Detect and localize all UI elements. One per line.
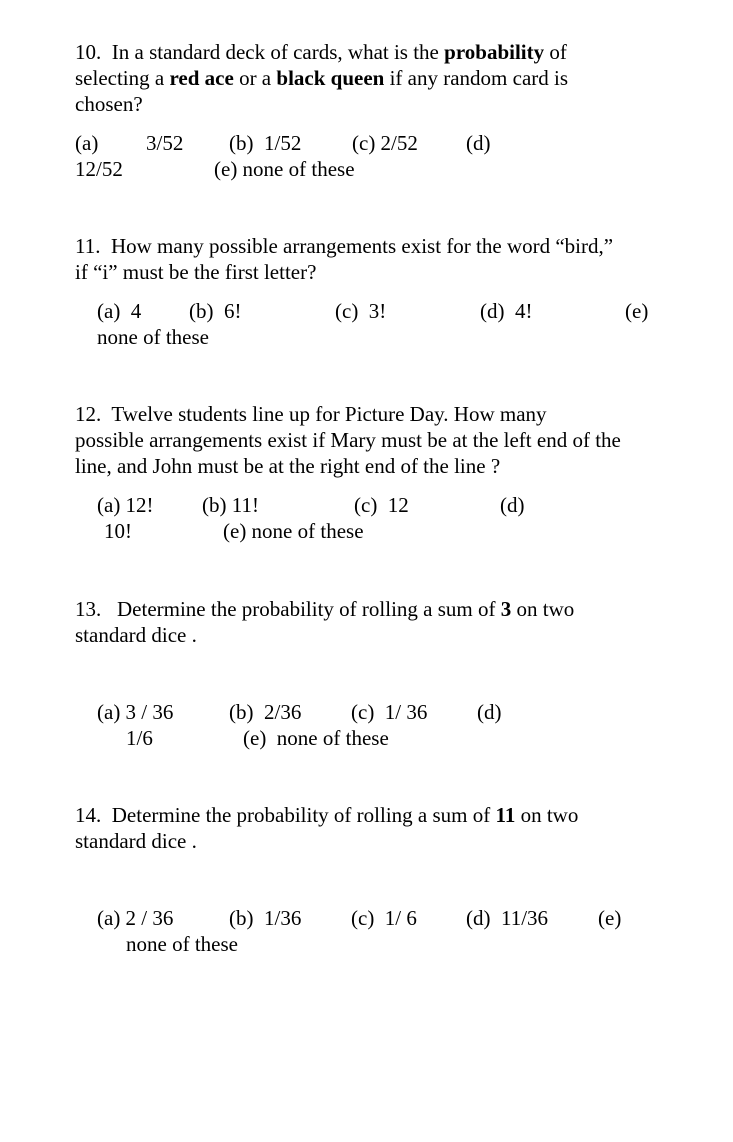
question-12-stem-line-3: line, and John must be at the right end of the line ?: [75, 454, 501, 478]
choice-e-label: (e): [625, 299, 649, 323]
choice-d-value: 1/6: [126, 726, 153, 750]
choice-d: (d) 11/36: [466, 906, 549, 930]
choice-a: (a) 4: [97, 299, 142, 323]
choice-d: (d) 4!: [480, 299, 533, 323]
question-12-stem-line-2: possible arrangements exist if Mary must be at the left end of the: [75, 428, 621, 452]
choice-a: (a) 2 / 36: [97, 906, 174, 930]
question-13-stem-line-1: 13. Determine the probability of rolling a sum of 3 on two: [75, 597, 575, 621]
question-14-stem-line-1: 14. Determine the probability of rolling a sum of 11 on two: [75, 803, 579, 827]
choice-b: (b) 1/36: [229, 906, 302, 930]
choice-d-value: 10!: [104, 519, 132, 543]
choice-d-value: 12/52: [75, 157, 123, 181]
choice-e-label: (e): [598, 906, 622, 930]
choice-c: (c) 12: [354, 493, 409, 517]
choice-e: (e) none of these: [214, 157, 355, 181]
choice-b: (b) 6!: [189, 299, 242, 323]
choice-e-value: none of these: [126, 932, 238, 956]
choice-e: (e) none of these: [223, 519, 364, 543]
choice-d-label: (d): [466, 131, 491, 155]
choice-c: (c) 3!: [335, 299, 387, 323]
choice-d-label: (d): [500, 493, 525, 517]
choice-e: (e) none of these: [243, 726, 389, 750]
choice-e-value: none of these: [97, 325, 209, 349]
choice-b: (b) 2/36: [229, 700, 302, 724]
question-11-stem-line-2: if “i” must be the first letter?: [75, 260, 317, 284]
question-10-stem-line-3: chosen?: [75, 92, 143, 116]
question-12-stem-line-1: 12. Twelve students line up for Picture Day. How many: [75, 402, 547, 426]
question-11-stem-line-1: 11. How many possible arrangements exist for the word “bird,”: [75, 234, 614, 258]
choice-a: (a) 12!: [97, 493, 154, 517]
question-13-stem-line-2: standard dice .: [75, 623, 197, 647]
choice-a-value: 3/52: [146, 131, 184, 155]
choice-c: (c) 2/52: [352, 131, 418, 155]
question-10-stem-line-2: selecting a red ace or a black queen if any random card is: [75, 66, 569, 90]
choice-c: (c) 1/ 36: [351, 700, 428, 724]
choice-b: (b) 1/52: [229, 131, 302, 155]
question-10-stem-line-1: 10. In a standard deck of cards, what is the probability of: [75, 40, 567, 64]
choice-b: (b) 11!: [202, 493, 259, 517]
question-14-stem-line-2: standard dice .: [75, 829, 197, 853]
choice-d-label: (d): [477, 700, 502, 724]
choice-a: (a) 3 / 36: [97, 700, 174, 724]
choice-c: (c) 1/ 6: [351, 906, 417, 930]
choice-a-label: (a): [75, 131, 99, 155]
